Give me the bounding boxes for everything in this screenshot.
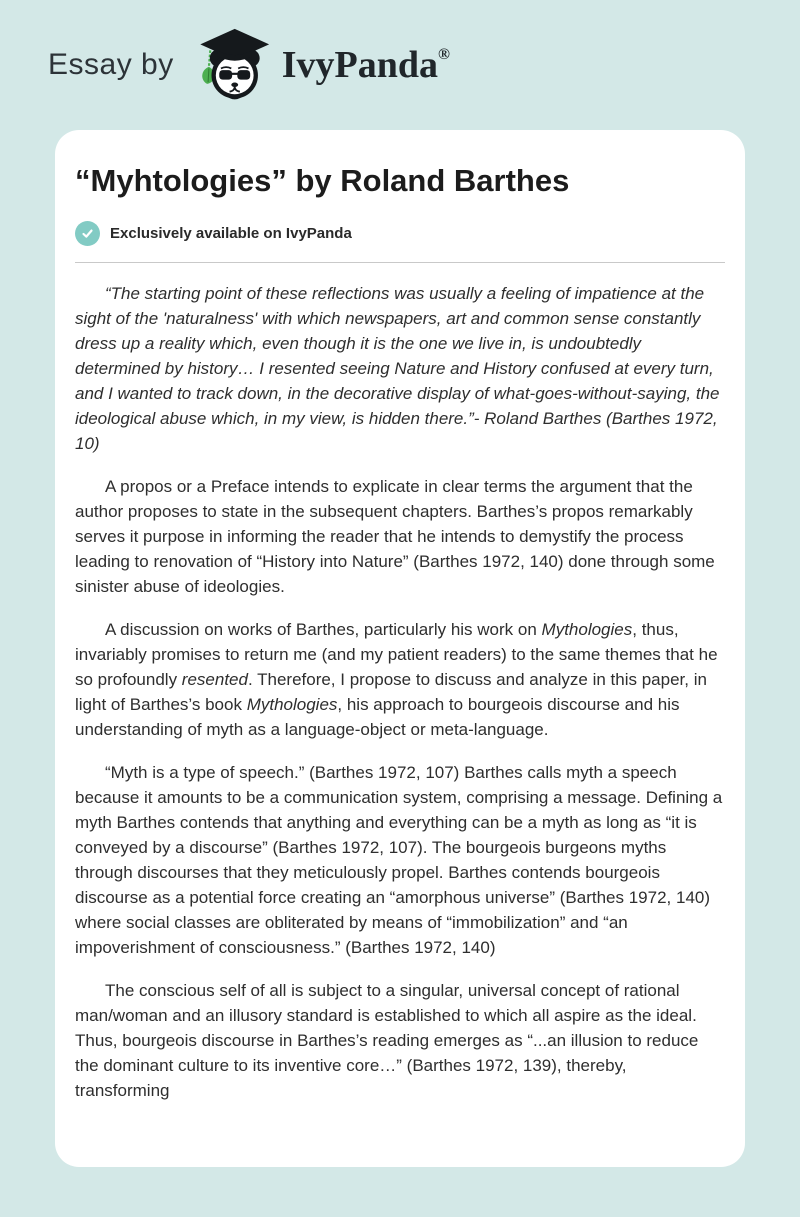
essay-paragraph: A propos or a Preface intends to explicate in clear terms the argument that the author proposes to state in the subsequent chapters. Barthes’s propos remarkably serves it purpose in informing the reader that he intends to demystify the process leading to renovation of “History into Nature” (Barthes 1972, 140) done through some sinister abuse of ideologies. xyxy=(75,477,715,597)
site-header xyxy=(0,0,800,130)
essay-paragraph: “Myth is a type of speech.” (Barthes 1972, 107) Barthes calls myth a speech because it amounts to be a communication system, comprising a message. Defining a myth Barthes contends that anything and everything can be a myth as long as “it is conveyed by a discourse” (Barthes 1972, 107). The bourgeois burgeons myths through discourses that they meticulously propel. Barthes contends bourgeois discourse as a potential force creating an “amorphous universe” (Barthes 1972, 140) where social classes are obliterated by means of “immobilization” and “an impoverishment of consciousness.” (Barthes 1972, 140) xyxy=(75,763,723,958)
brand-name: IvyPanda® xyxy=(281,44,450,86)
divider xyxy=(75,262,725,263)
essay-paragraph: A discussion on works of Barthes, particularly his work on Mythologies, thus, invariably promises to return me (and my patient readers) to the same themes that he so profoundly resented. Therefore, I propose to discuss and analyze in this paper, in light of Barthes’s book Mythologies, his approach to bourgeois discourse and his understanding of myth as a language-object or meta-language. xyxy=(75,620,718,740)
essay-card xyxy=(55,130,745,1167)
panda-logo-icon xyxy=(190,22,276,108)
badge-label: Exclusively available on IvyPanda xyxy=(110,225,352,243)
exclusive-badge xyxy=(75,221,725,246)
essay-paragraph: The conscious self of all is subject to a singular, universal concept of rational man/woman and an illusory standard is established to which all aspire as the ideal. Thus, bourgeois discourse in Barthes’s reading emerges as “...an illusion to reduce the dominant culture to its inventive core…” (Barthes 1972, 139), thereby, transforming xyxy=(75,981,699,1101)
registered-mark: ® xyxy=(438,46,450,63)
check-icon xyxy=(75,221,100,246)
essay-by-label: Essay by xyxy=(48,48,174,81)
ivypanda-logo xyxy=(190,22,450,108)
page-title: “Myhtologies” by Roland Barthes xyxy=(75,163,570,198)
essay-body xyxy=(75,281,725,1103)
essay-paragraph: “The starting point of these reflections was usually a feeling of impatience at the sight of the 'naturalness' with which newspapers, art and common sense constantly dress up a reality which, even though it is the one we live in, is undoubtedly determined by history… I resented seeing Nature and History confused at every turn, and I wanted to track down, in the decorative display of what-goes-without-saying, the ideological abuse which, in my view, is hidden there.”- Roland Barthes (Barthes 1972, 10) xyxy=(75,284,720,454)
